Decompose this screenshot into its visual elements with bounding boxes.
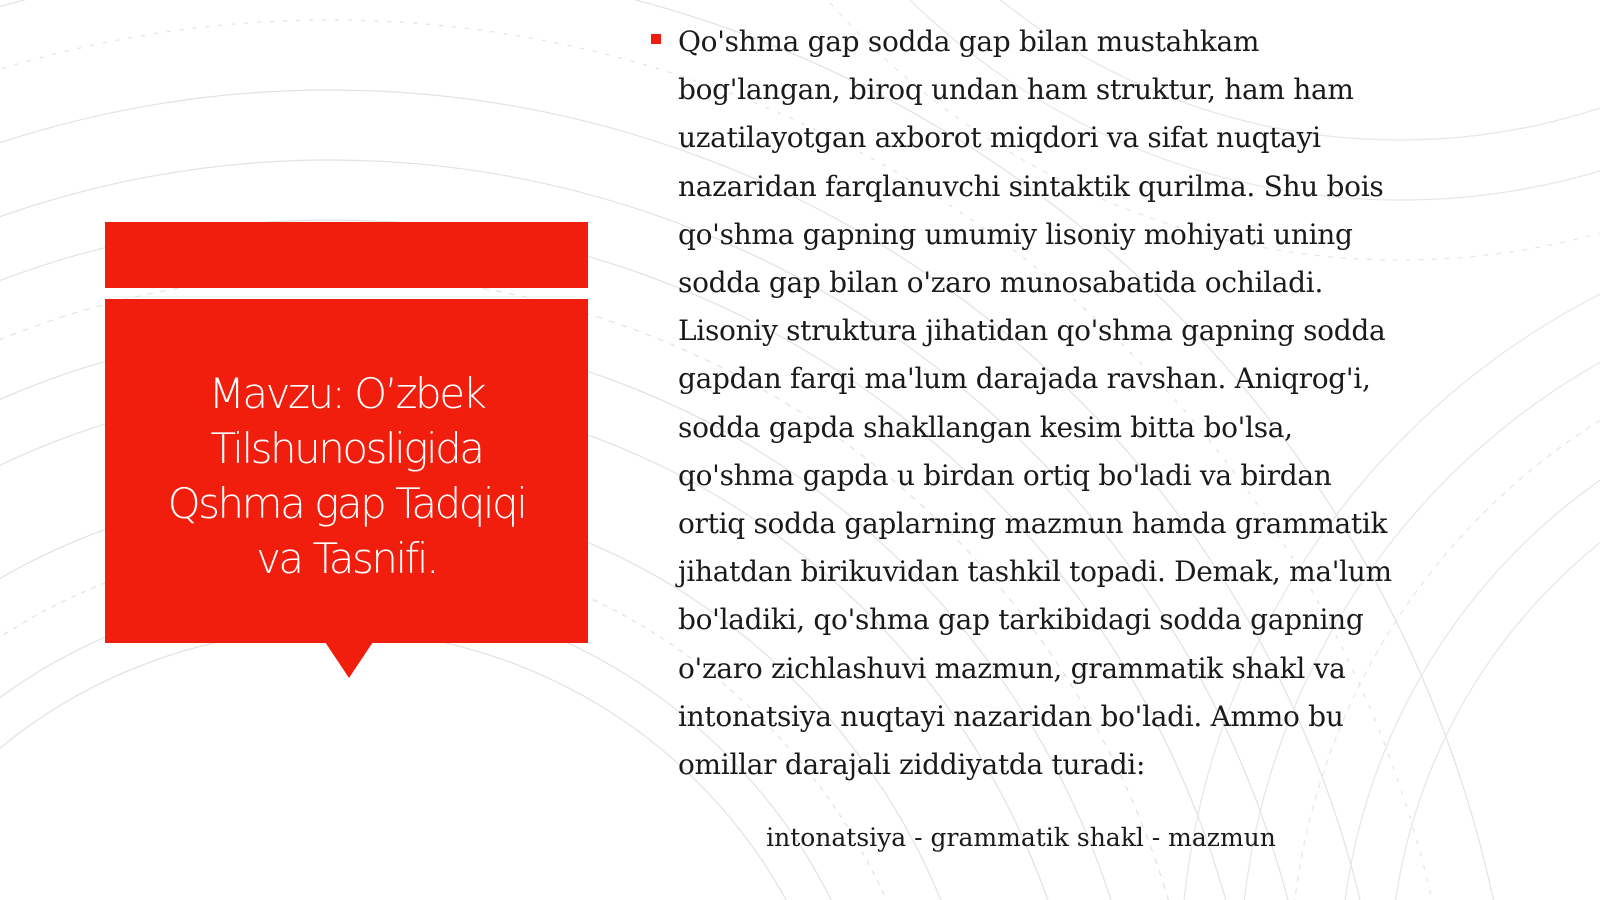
title-box: [105, 299, 588, 643]
body-paragraph: Qo'shma gap sodda gap bilan mustahkam bog'langan, biroq undan ham struktur, ham ham uzatilayotgan axborot miqdori va sifat nuqtayi nazaridan farqlanuvchi sintaktik qurilma. Shu bois qo'shma gapning umumiy lisoniy mohiyati uning sodda gap bilan o'zaro munosabatida ochiladi. Lisoniy struktura jihatidan qo'shma gapning sodda gapdan farqi ma'lum darajada ravshan. Aniqrog'i, sodda gapda shakllangan kesim bitta bo'lsa, qo'shma gapda u birdan ortiq bo'ladi va birdan ortiq sodda gaplarning mazmun hamda grammatik jihatdan birikuvidan tashkil topadi. Demak, ma'lum bo'ladiki, qo'shma gap tarkibidagi sodda gapning o'zaro zichlashuvi mazmun, grammatik shakl va intonatsiya nuqtayi nazaridan bo'ladi. Ammo bu omillar darajali ziddiyatda turadi:: [678, 25, 1392, 782]
square-bullet-icon: [651, 34, 661, 44]
title-box-pointer: [325, 642, 373, 678]
accent-bar: [105, 222, 588, 288]
slide-title: Mavzu: O’zbek Tilshunosligida Qshma gap Tadqiqi va Tasnifi.: [167, 369, 526, 583]
formula-line: intonatsiya - grammatik shakl - mazmun: [766, 823, 1276, 852]
